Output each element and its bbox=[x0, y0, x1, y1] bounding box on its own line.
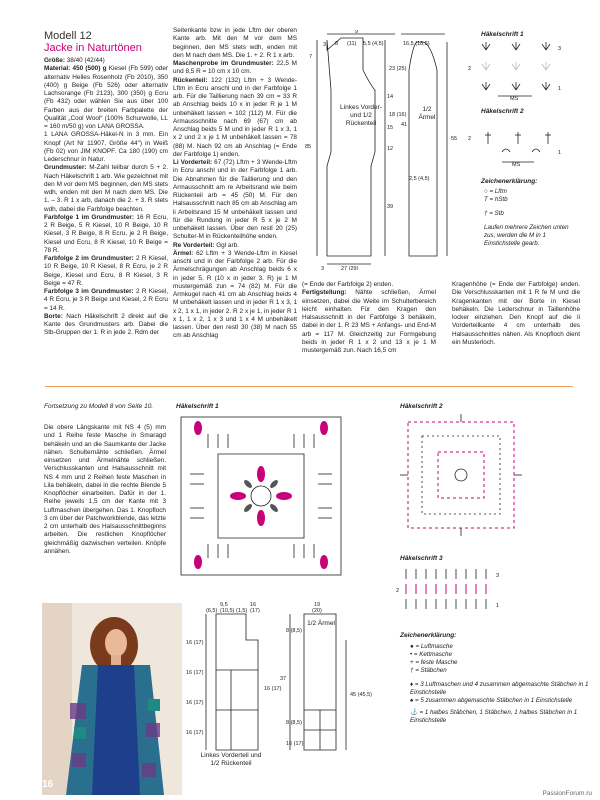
paragraph-text: 2 R Kiesel, 10 R Beige, 10 R Kiesel, 8 R Ecru, je 2 R Beige, Kiesel und Ecru, 8 R Kiesel, 3 R Beige = 47 R. bbox=[44, 255, 168, 287]
row-number: 2 bbox=[396, 588, 400, 594]
chain-icon: ○ bbox=[484, 188, 488, 195]
shell-icon: ⚓ bbox=[410, 709, 418, 716]
instruction-paragraph bbox=[173, 27, 297, 60]
instruction-paragraph bbox=[44, 57, 168, 65]
dim-label: 8 bbox=[335, 41, 339, 47]
instruction-paragraph bbox=[302, 281, 436, 289]
paragraph-text: Nähte schließen, Ärmel einsetzen, dabei die Weite im Schulterbereich leicht einhalten. Für den Kragen den Halsausschnitt in der Farbfolge 3 behäkeln, dabei in der 1. R 23 MS + Anfangs- und End-M arb = 117 M. Gleichzeitig zur Formgebung beids in jeder R 1 x 2 und 13 x je 1 M mustergemäß zun. Nach 16,5 cm bbox=[302, 289, 436, 354]
legend-title: Zeichenerklärung: bbox=[400, 632, 457, 639]
granny-square-chart-1 bbox=[178, 414, 344, 578]
paragraph-heading: Größe: bbox=[44, 57, 65, 64]
paragraph-text: 67 (72) Lftm + 3 Wende-Lftm in Ecru anschl und in der Farbfolge 1 arb. Die Abnahmen für die Taillierung und den Armausschnitt am re Arbeitsrand wie beim Rückenteil arb = 45 (50) M. Für den Halsausschnitt nach 85 cm ab Anschlag am li Arbeitsrand 15 M unbehäkelt lassen und für die Rundung in jeder R 5 x je 2 M unbehäkelt lassen. Über den restl 20 (25) Schulter-M in Rückenteilhöhe enden. bbox=[173, 159, 297, 241]
dim-label: (10,5) bbox=[220, 608, 235, 614]
row-number: 3 bbox=[558, 46, 562, 52]
paragraph-heading: Grundmuster: bbox=[44, 164, 87, 172]
paragraph-heading: Farbfolge 2 im Grundmuster: bbox=[44, 255, 134, 262]
dim-label: 16 bbox=[250, 602, 257, 608]
continuation-note: Fortsetzung zu Modell 8 von Seite 10. bbox=[44, 403, 154, 410]
dim-label: 8 (8,5) bbox=[286, 628, 302, 634]
instruction-paragraph bbox=[44, 288, 168, 313]
paragraph-heading: Rückenteil: bbox=[173, 76, 208, 84]
instruction-paragraph bbox=[302, 289, 436, 355]
paragraph-heading: Re Vorderteil: bbox=[173, 241, 215, 249]
page-number: 16 bbox=[42, 779, 54, 790]
legend-item: ⚓ = 1 halbes Stäbchen, 1 Stäbchen, 1 halbes Stäbchen in 1 Einstichstelle bbox=[410, 709, 578, 724]
chart-title: Häkelschrift 2 bbox=[400, 403, 443, 410]
single-crochet-icon: + bbox=[410, 659, 414, 666]
dim-label: 7 bbox=[309, 54, 313, 60]
dim-label: (20) bbox=[312, 608, 322, 614]
cluster-icon: ♦ bbox=[410, 681, 414, 688]
dim-label: 16 (17) bbox=[264, 686, 282, 692]
paragraph-text: 1 LANA GROSSA-Häkel-N in 3 mm. Ein Knopf (Art Nr 11907, Größe 44") in Weiß (Fb 02) von JIM KNOPF. Ca 180 (190) cm Lederschnur in Natur. bbox=[44, 131, 168, 163]
dim-label: 16 (17) bbox=[186, 700, 204, 706]
crochet-chart-2 bbox=[468, 118, 568, 168]
dim-label: 19 bbox=[314, 602, 321, 608]
dim-label: 12 bbox=[387, 146, 394, 152]
dim-label: 39 bbox=[387, 204, 394, 210]
instruction-paragraph bbox=[173, 159, 297, 242]
legend-item: T = hStb bbox=[484, 196, 508, 203]
legend-item: ♦ = 3 Luftmaschen und 4 zusammen abgemaschte Stäbchen in 1 Einstichstelle bbox=[410, 681, 589, 696]
instruction-paragraph bbox=[44, 214, 168, 255]
paragraph-heading: Ärmel: bbox=[173, 249, 194, 257]
instruction-paragraph bbox=[173, 250, 297, 341]
paragraph-heading: Maschenprobe im Grundmuster: bbox=[173, 60, 274, 67]
schematic-body-label: Linkes Vorder- und 1/2 Rückenteil bbox=[340, 104, 382, 127]
half-double-crochet-icon: T bbox=[484, 196, 488, 203]
dim-label: 9 bbox=[355, 30, 359, 35]
paragraph-text: 16 R Ecru, 2 R Beige, 5 R Kiesel, 10 R Beige, 10 R Kiesel, 3 R Beige, 8 R Ecru, je 2 R Beige, Kiesel und Ecru, 8 R Kiesel, 10 R Beige = 78 R. bbox=[44, 213, 168, 254]
bobble-icon: ♠ bbox=[410, 697, 414, 704]
dim-label: (17) bbox=[250, 608, 260, 614]
dim-label: 3 bbox=[321, 266, 325, 270]
legend bbox=[484, 188, 574, 248]
paragraph-text: Ggl arb. bbox=[214, 241, 239, 249]
schematic-body-label: Linkes Vorderteil und 1/2 Rückenteil bbox=[200, 752, 262, 767]
dim-label: 41 bbox=[401, 122, 408, 128]
paragraph-heading: Fertigstellung: bbox=[302, 289, 347, 297]
section-separator bbox=[45, 386, 573, 387]
legend-item: † = Stäbchen bbox=[410, 667, 447, 674]
model-photo bbox=[42, 603, 182, 795]
bottom-legend bbox=[410, 643, 590, 725]
row-number: 2 bbox=[468, 66, 472, 72]
slip-stitch-icon: • bbox=[410, 651, 413, 658]
row-number: 3 bbox=[496, 573, 500, 579]
instruction-paragraph bbox=[173, 60, 297, 77]
instruction-paragraph bbox=[44, 255, 168, 288]
model-number: Modell 12 bbox=[44, 30, 92, 42]
dim-label: 16 (17) bbox=[186, 640, 204, 646]
instruction-paragraph bbox=[452, 281, 580, 347]
chart-title: Häkelschrift 1 bbox=[481, 31, 524, 38]
granny-square-chart-2 bbox=[398, 412, 524, 542]
dim-label: 85 bbox=[305, 144, 312, 150]
legend-title: Zeichenerklärung: bbox=[481, 178, 538, 185]
row-number: 1 bbox=[558, 150, 562, 156]
row-number: 1 bbox=[496, 603, 500, 609]
paragraph-text: 38/40 (42/44) bbox=[64, 57, 105, 64]
legend-item: ♠ = 5 zusammen abgemaschte Stäbchen in 1 Einstichstelle bbox=[410, 697, 573, 704]
paragraph-text: Seitenkante bzw in jede Lftm der oberen Kante arb. Mit den M vor dem MS beginnen, den MS stets wdh, enden mit den M nach dem MS. Die 1. + 2. R 1 x arb. bbox=[173, 27, 297, 59]
text-column-3 bbox=[302, 281, 436, 355]
instruction-paragraph bbox=[44, 65, 168, 131]
paragraph-text: 122 (132) Lftm + 3 Wende-Lftm in Ecru anschl und in der Farbfolge 1 arb. Für die Taillierung nach 39 cm = 33 R ab Anschlag beids 10 x in jeder R je 1 M unbehäkelt lassen = 102 (112) M. Für die Armausschnitte nach 69 (67) cm ab Anschlag beids 5 M und in jeder R 1 x 3, 1 x 2 und 2 x je 1 M unbehäkelt lassen = 78 (88) M. Nach 92 cm ab Anschlag (= Ende der Farbfolge 1) enden. bbox=[173, 76, 297, 158]
page-title: Jacke in Naturtönen bbox=[44, 42, 142, 54]
paragraph-text: 62 Lftm + 3 Wende-Lftm in Kiesel anschl und in der Farbfolge 2 arb. Für die Ärmelschrägungen ab Anschlag beids 6 x in jeder 5. R (10 x in jeder 3. R) je 1 M mustergemäß zun = 74 (82) M. Für die Armkugel nach 41 cm ab Anschlag beids 4 M unbehäkelt lassen und in jeder R 1 x 3, 1 x 2, 1 x 1, in jeder 2. R 2 x je 1, in jeder R 1 x 1, 1 x 2, 1 x 3 und 1 x 4 M unbehäkelt lassen. Über den restl 30 (38) M nach 55 cm ab Anschlag bbox=[173, 249, 297, 340]
dim-label: 14 bbox=[387, 94, 394, 100]
dim-label: 45 (45,5) bbox=[350, 692, 373, 698]
chart-title: Häkelschrift 1 bbox=[176, 403, 219, 410]
text-column-4 bbox=[452, 281, 580, 347]
paragraph-text: M-Zahl teilbar durch 5 + 2. Nach Häkelschrift 1 arb. Wie gezeichnet mit den M vor dem MS beginnen, den MS stets wdh, enden mit den M nach dem MS. Die 1. – 3. R 1 x arb, danach die 2. + 3. R stets wdh, dabei die Farbfolge beachten. bbox=[44, 164, 168, 213]
top-schematic bbox=[305, 30, 465, 270]
footer-watermark: PassionForum.ru bbox=[542, 790, 592, 797]
chart-title: Häkelschrift 2 bbox=[481, 108, 524, 115]
legend-item: † = Stb bbox=[484, 210, 504, 217]
legend-item: + = feste Masche bbox=[410, 659, 458, 666]
crochet-chart-1 bbox=[468, 40, 568, 100]
legend-item: ○ = Lftm bbox=[484, 188, 507, 195]
chain-icon: ● bbox=[410, 643, 414, 650]
paragraph-heading: Farbfolge 3 im Grundmuster: bbox=[44, 288, 134, 295]
row-number: 1 bbox=[558, 86, 562, 92]
instruction-paragraph bbox=[173, 77, 297, 160]
dim-label: 18 (16) bbox=[389, 112, 407, 118]
paragraph-heading: Li Vorderteil: bbox=[173, 159, 213, 166]
text-column-2 bbox=[173, 27, 297, 341]
dim-label: 37 bbox=[280, 676, 287, 682]
legend-item: • = Kettmasche bbox=[410, 651, 452, 658]
dim-label: 5,5 (4,5) bbox=[363, 41, 384, 47]
dim-label: 15 bbox=[387, 125, 394, 131]
dim-label: (6,5) bbox=[206, 608, 218, 614]
row-number: 2 bbox=[468, 136, 472, 142]
paragraph-text: Nach Häkelschrift 2 direkt auf die Kante des Grundmusters arb. Dabei die Stb-Gruppen der 1. R in jede 2. Rdm der bbox=[44, 312, 168, 337]
dim-label: 16,5 (18,5) bbox=[403, 41, 430, 47]
instruction-paragraph bbox=[44, 131, 168, 164]
dim-label: 2,5 (4,5) bbox=[409, 176, 430, 182]
instruction-paragraph bbox=[173, 242, 297, 250]
dim-label: 23 (25) bbox=[389, 66, 407, 72]
crochet-chart-3 bbox=[396, 565, 516, 611]
paragraph-heading: Material: 450 (500) g bbox=[44, 65, 107, 73]
paragraph-heading: Borte: bbox=[44, 312, 63, 320]
dim-label: 27 (29) bbox=[341, 266, 359, 270]
dim-label: 16 (17) bbox=[186, 670, 204, 676]
dim-label: 16 (17) bbox=[186, 730, 204, 736]
paragraph-text: 22,5 M und 8,5 R = 10 cm x 10 cm. bbox=[173, 60, 297, 76]
dim-label: 9,5 bbox=[220, 602, 228, 608]
schematic-sleeve-label: 1/2 Ärmel bbox=[307, 620, 335, 627]
paragraph-heading: Farbfolge 1 im Grundmuster: bbox=[44, 213, 135, 221]
model-photo-illustration bbox=[42, 603, 182, 795]
schematic-sleeve-label: 1/2 Ärmel bbox=[418, 106, 436, 121]
legend-item: ● = Luftmasche bbox=[410, 643, 453, 650]
dim-label: 8 (8,5) bbox=[286, 720, 302, 726]
dim-label: 3 bbox=[323, 42, 327, 48]
ms-label: MS bbox=[512, 162, 521, 168]
instruction-paragraph bbox=[44, 164, 168, 214]
paragraph-text: (= Ende der Farbfolge 2) enden. bbox=[302, 281, 394, 288]
text-column-1 bbox=[44, 57, 168, 338]
double-crochet-icon: † bbox=[484, 210, 488, 217]
chart-title: Häkelschrift 3 bbox=[400, 555, 443, 562]
dim-label: (11) bbox=[347, 41, 357, 47]
paragraph-text: Kiesel (Fb 599) oder alternativ Helles Rosenholz (Fb 2010), 350 (400) g Beige (Fb 526) oder alternativ Lachsorange (Fb 2123), 300 (350) g Ecru (Fb 432) oder wählen Sie aus über 100 Farben aus der breiten Farbpalette der Qualität „Cool Wool“ (100% Schurwolle, LL = 160 m/50 g) von LANA GROSSA. bbox=[44, 65, 168, 130]
legend-note: Laufen mehrere Zeichen unten zus, werden die M in 1 Einstichstelle gearb. bbox=[484, 224, 569, 247]
paragraph-text: Kragenhöhe (= Ende der Farbfolge) enden. Die Verschlusskanten mit 1 R fe M und die Kragenkanten mit der Borte in Kiesel behäkeln. Die Lederschnur in Taillenhöhe locker einziehen. Den Knopf auf die li Vorderteilkante 4 cm unterhalb des Halsausschnittes nähen. Als Knopfloch dient ein Musterloch. bbox=[452, 281, 580, 346]
dim-label: 55 bbox=[451, 136, 458, 142]
dim-label: (1,5) bbox=[236, 608, 248, 614]
dim-label: 16 (17) bbox=[286, 741, 304, 747]
paragraph-text: 2 R Kiesel, 4 R Ecru, je 3 R Beige und Kiesel, 2 R Ecru = 14 R. bbox=[44, 288, 168, 312]
instruction-paragraph bbox=[44, 313, 168, 338]
bottom-text-column: Die obere Längskante mit NS 4 (5) mm und 1 Reihe feste Masche in Smaragd behäkeln und an die Saumkante der Jacke nähen. Schulternähte schließen. Ärmel einsetzen und Ärmelnähte schließen. Verschlusskanten und Halsausschnitt mit NS 4 mm und 2 Reihen feste Maschen in Lila behäkeln, dabei in die rechte Blende 5 Knopflöcher einarbeiten. Dafür in der 1. Reihe jeweils 1,5 cm der Kante mit 3 Luftmaschen übergehen. Das 1. Knopfloch 3 cm über der Patchworkblende, das letzte 2 cm unterhalb des Halsausschnittbeginns arbeiten. Die restlichen Knopflöcher gleichmäßig dazwischen verteilen. Knöpfe annähen. bbox=[44, 424, 166, 555]
double-crochet-icon: † bbox=[410, 667, 414, 674]
ms-label: MS bbox=[510, 96, 519, 100]
